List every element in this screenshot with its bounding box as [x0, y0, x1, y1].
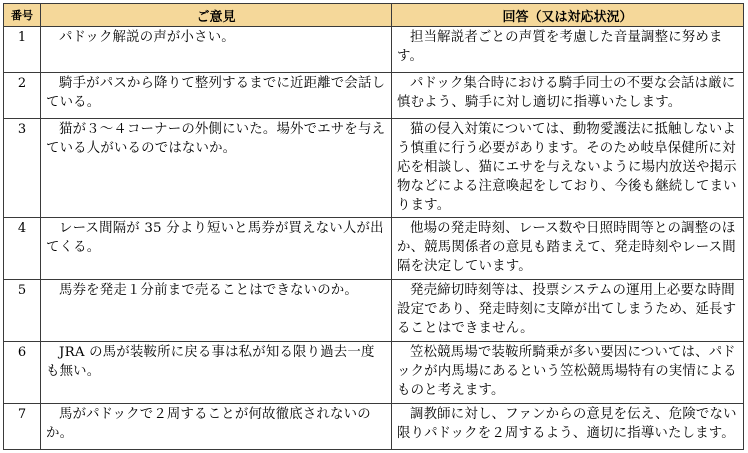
row-opinion: JRA の馬が装鞍所に戻る事は私が知る限り過去一度も無い。: [41, 342, 392, 404]
row-number: 5: [4, 280, 41, 342]
row-opinion: パドック解説の声が小さい。: [41, 27, 392, 73]
opinion-table: [3, 3, 744, 450]
row-answer: 他場の発走時刻、レース数や日照時間等との調整のほか、競馬関係者の意見も踏まえて、発走時刻やレース間隔を決定しています。: [392, 218, 744, 280]
row-answer: 調教師に対し、ファンからの意見を伝え、危険でない限りパドックを２周するよう、適切に指導いたします。: [392, 404, 744, 450]
row-opinion: 馬券を発走１分前まで売ることはできないのか。: [41, 280, 392, 342]
row-opinion: レース間隔が 35 分より短いと馬券が買えない人が出てくる。: [41, 218, 392, 280]
row-answer: 猫の侵入対策については、動物愛護法に抵触しないよう慎重に行う必要があります。そのため岐阜保健所に対応を相談し、猫にエサを与えないように場内放送や掲示物などによる注意喚起をしており、今後も継続してまいります。: [392, 119, 744, 218]
header-number: 番号: [4, 4, 41, 27]
row-answer: 担当解説者ごとの声質を考慮した音量調整に努めます。: [392, 27, 744, 73]
table-row: [4, 119, 744, 218]
table-row: [4, 342, 744, 404]
header-opinion: ご意見: [41, 4, 392, 27]
row-number: 4: [4, 218, 41, 280]
row-answer: 笠松競馬場で装鞍所騎乗が多い要因については、パドックが内馬場にあるという笠松競馬場特有の実情によるものと考えます。: [392, 342, 744, 404]
row-answer: パドック集合時における騎手同士の不要な会話は厳に慎むよう、騎手に対し適切に指導いたします。: [392, 73, 744, 119]
row-number: 3: [4, 119, 41, 218]
table-row: [4, 404, 744, 450]
row-opinion: 猫が３～４コーナーの外側にいた。場外でエサを与えている人がいるのではないか。: [41, 119, 392, 218]
row-number: 2: [4, 73, 41, 119]
table-header-row: [4, 4, 744, 27]
row-opinion: 騎手がパスから降りて整列するまでに近距離で会話している。: [41, 73, 392, 119]
header-answer: 回答（又は対応状況）: [392, 4, 744, 27]
row-number: 1: [4, 27, 41, 73]
table-row: [4, 27, 744, 73]
row-number: 6: [4, 342, 41, 404]
table-row: [4, 280, 744, 342]
table-row: [4, 73, 744, 119]
row-answer: 発売締切時刻等は、投票システムの運用上必要な時間設定であり、発走時刻に支障が出てしまうため、延長することはできません。: [392, 280, 744, 342]
row-number: 7: [4, 404, 41, 450]
row-opinion: 馬がパドックで２周することが何故徹底されないのか。: [41, 404, 392, 450]
table-row: [4, 218, 744, 280]
